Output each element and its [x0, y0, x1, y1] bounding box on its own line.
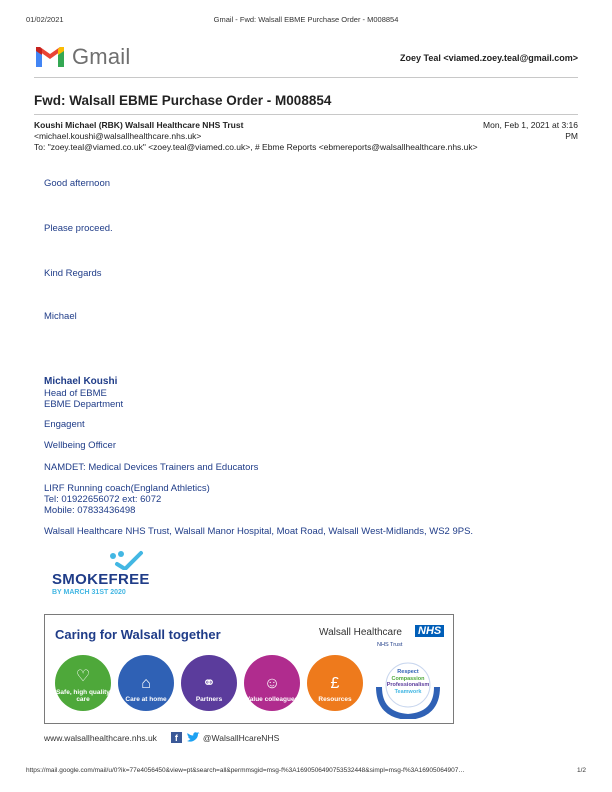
print-title: Gmail - Fwd: Walsall EBME Purchase Order - M008854	[213, 15, 399, 24]
sender-email[interactable]: <michael.koushi@walsallhealthcare.nhs.uk>	[34, 131, 202, 141]
signature-name: Michael Koushi	[44, 376, 118, 387]
header-divider	[34, 77, 578, 78]
pound-icon: £	[330, 675, 340, 692]
website-link[interactable]: www.walsallhealthcare.nhs.uk	[44, 732, 157, 743]
gmail-logo[interactable]	[34, 44, 130, 70]
sender-name: Koushi Michael (RBK) Walsall Healthcare NHS Trust	[34, 120, 244, 130]
values-badge	[375, 657, 441, 719]
signature-role1: Head of EBME	[44, 388, 107, 399]
signature-lirf: LIRF Running coach(England Athletics)	[44, 483, 210, 494]
signature-tel: Tel: 01922656072 ext: 6072	[44, 494, 162, 505]
subject-divider	[34, 114, 578, 115]
handshake-icon: ⚭	[202, 675, 216, 692]
value-resources: £ Resources	[307, 655, 363, 711]
house-icon: ⌂	[141, 675, 151, 692]
banner-org: Walsall Healthcare	[319, 627, 402, 638]
people-icon: ☺	[263, 675, 281, 692]
print-date: 01/02/2021	[26, 15, 64, 24]
account-user: Zoey Teal <viamed.zoey.teal@gmail.com>	[399, 53, 578, 63]
signature-engagent: Engagent	[44, 419, 85, 430]
body-line: Please proceed.	[44, 223, 113, 234]
print-url: https://mail.google.com/mail/u/0?ik=77e4056450&view=pt&search=all&permmsgid=msg-f%3A1690506490753532448&simpl=msg-f%3A16905064907…	[26, 767, 465, 774]
twitter-icon[interactable]	[186, 732, 200, 743]
value-colleagues: ☺ Value colleagues	[244, 655, 300, 711]
email-date-line1: Mon, Feb 1, 2021 at 3:16	[483, 120, 578, 130]
banner-heading: Caring for Walsall together	[55, 627, 221, 642]
greeting: Good afternoon	[44, 178, 111, 189]
value-safe-care: ♡ Safe, high quality care	[55, 655, 111, 711]
signature-namdet: NAMDET: Medical Devices Trainers and Educators	[44, 462, 259, 473]
print-page-number: 1/2	[576, 767, 586, 774]
badge-professionalism: Professionalism	[386, 682, 430, 688]
value-care-at-home: ⌂ Care at home	[118, 655, 174, 711]
badge-respect: Respect	[397, 669, 419, 675]
nhs-logo: NHS	[415, 625, 444, 637]
value-partners: ⚭ Partners	[181, 655, 237, 711]
smokefree-subtitle: BY MARCH 31ST 2020	[52, 589, 126, 596]
heart-hand-icon: ♡	[75, 668, 91, 685]
signature-role2: EBME Department	[44, 399, 124, 410]
values-banner	[44, 614, 454, 724]
recipients-line: To: "zoey.teal@viamed.co.uk" <zoey.teal@viamed.co.uk>, # Ebme Reports <ebmereports@walsallhealthcare.nhs.uk>	[34, 142, 478, 152]
email-date	[483, 120, 578, 141]
email-subject: Fwd: Walsall EBME Purchase Order - M008854	[34, 93, 332, 108]
badge-compassion: Compassion	[391, 675, 425, 682]
signoff: Michael	[44, 311, 77, 322]
closing: Kind Regards	[44, 268, 102, 279]
smokefree-title: SMOKEFREE	[52, 571, 150, 588]
email-date-line2: PM	[565, 130, 578, 141]
smokefree-logo	[52, 550, 150, 596]
twitter-handle[interactable]: @WalsallHcareNHS	[202, 732, 280, 743]
gmail-m-icon	[34, 45, 66, 69]
signature-mobile: Mobile: 07833436498	[44, 505, 136, 516]
smokefree-check-icon	[107, 550, 147, 570]
signature-address: Walsall Healthcare NHS Trust, Walsall Manor Hospital, Moat Road, Walsall West-Midlands, WS2 9PS.	[44, 526, 474, 537]
footer-links	[44, 732, 279, 743]
badge-teamwork: Teamwork	[394, 688, 422, 695]
facebook-icon[interactable]: f	[171, 732, 182, 743]
banner-trust: NHS Trust	[377, 642, 403, 648]
gmail-wordmark: Gmail	[72, 44, 131, 69]
signature-wellbeing: Wellbeing Officer	[44, 440, 116, 451]
